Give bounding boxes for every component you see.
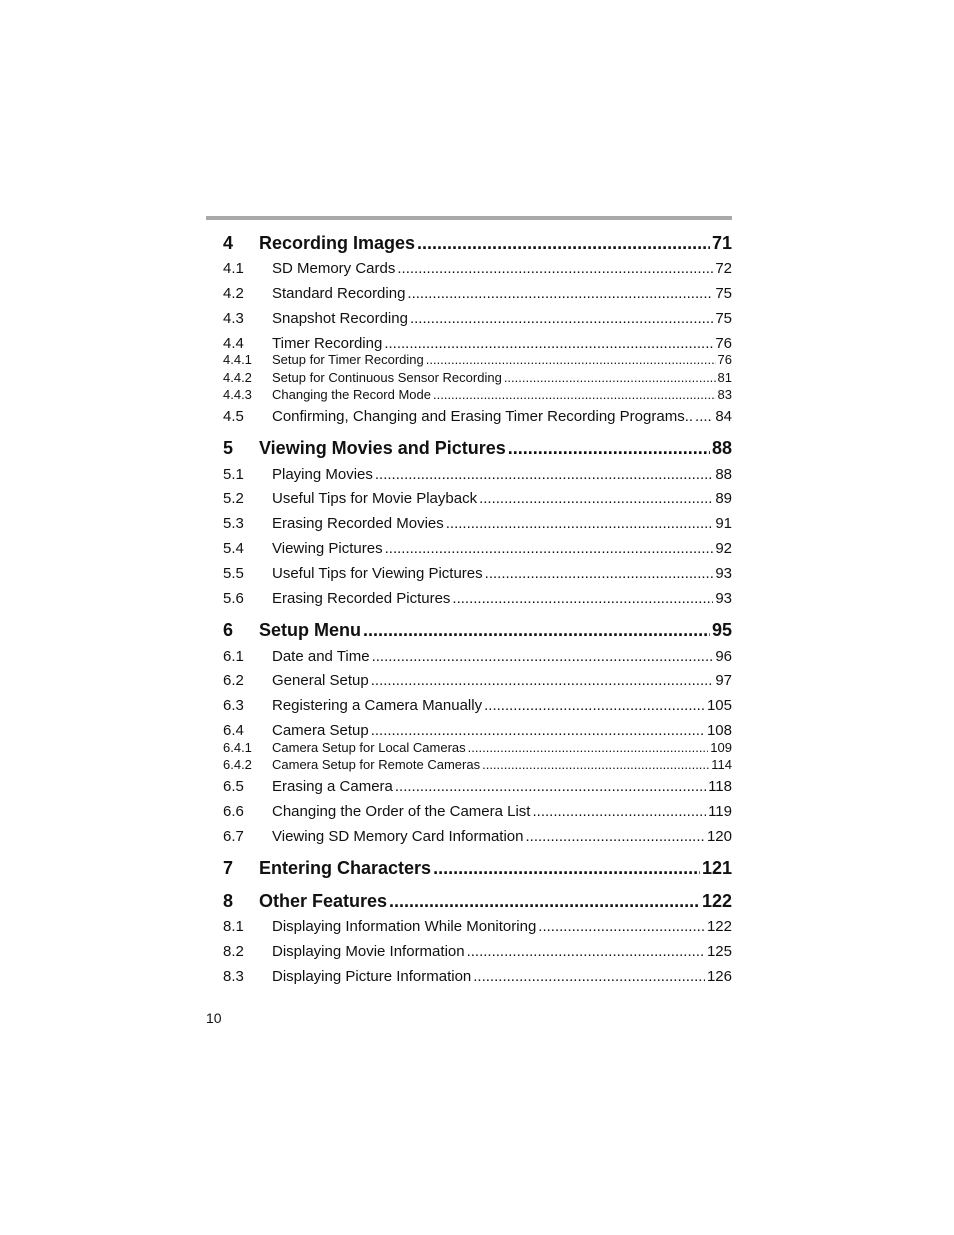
toc-entry-title: Erasing Recorded Movies [272,515,444,532]
toc-entry-section[interactable] [223,307,732,327]
toc-entry-number: 6.2 [223,672,244,689]
toc-entry-leader-dots [452,590,713,607]
toc-entry-page: 121 [701,858,732,878]
toc-entry-leader-dots [525,828,704,845]
toc-entry-section[interactable] [223,694,732,714]
toc-entry-leader-dots [433,858,700,879]
toc-entry-page: 120 [706,828,732,845]
toc-entry-number: 8 [223,891,234,911]
toc-entry-number: 8.2 [223,943,244,960]
toc-entry-page: 81 [717,370,732,385]
toc-entry-title: Setup for Continuous Sensor Recording [272,370,502,385]
toc-entry-title: Viewing Pictures [272,540,383,557]
toc-entry-title: Timer Recording [272,335,383,352]
toc-entry-section[interactable] [223,800,732,820]
toc-entry-page: 118 [708,778,732,795]
toc-entry-title: SD Memory Cards [272,260,396,277]
toc-entry-page: 71 [711,233,732,253]
toc-entry-number: 5 [223,438,234,458]
toc-entry-leader-dots [484,697,705,714]
toc-entry-title: Snapshot Recording [272,310,408,327]
toc-entry-title: Other Features [259,891,388,911]
toc-entry-section[interactable] [223,332,732,352]
toc-entry-leader-dots [389,891,700,912]
toc-entry-page: 75 [715,310,732,327]
toc-entry-number: 5.1 [223,466,244,483]
toc-entry-page: 105 [706,697,732,714]
toc-entry-section[interactable] [223,405,732,425]
toc-entry-section[interactable] [223,257,732,277]
header-rule [206,216,732,220]
toc-entry-title: Camera Setup for Local Cameras [272,740,466,755]
toc-entry-title: Changing the Order of the Camera List [272,803,531,820]
toc-entry-leader-dots [385,540,714,557]
toc-entry-title: Displaying Picture Information [272,968,472,985]
toc-entry-number: 6.1 [223,648,244,665]
toc-entry-number: 6 [223,620,234,640]
toc-entry-chapter[interactable] [223,617,732,641]
toc-entry-section[interactable] [223,719,732,739]
toc-entry-title: Changing the Record Mode [272,387,431,402]
toc-entry-title: Recording Images [259,233,416,253]
toc-entry-page: 97 [715,672,732,689]
toc-entry-page: 75 [715,285,732,302]
toc-entry-number: 7 [223,858,234,878]
toc-entry-leader-dots [395,778,706,795]
toc-entry-number: 6.4 [223,722,244,739]
toc-entry-section[interactable] [223,645,732,665]
toc-entry-title: Viewing Movies and Pictures [259,438,506,458]
toc-entry-page: 93 [715,565,732,582]
toc-entry-page: 96 [715,648,732,665]
toc-entry-sub[interactable] [223,756,732,772]
toc-entry-leader-dots [468,740,709,755]
toc-entry-leader-dots [371,672,714,689]
toc-entry-leader-dots [473,968,705,985]
toc-entry-page: 89 [715,490,732,507]
toc-entry-title: Erasing Recorded Pictures [272,590,451,607]
toc-entry-number: 4.5 [223,408,244,425]
toc-entry-sub[interactable] [223,351,732,367]
toc-entry-number: 6.3 [223,697,244,714]
toc-entry-leader-dots [485,565,714,582]
toc-entry-title: Useful Tips for Movie Playback [272,490,478,507]
toc-entry-leader-dots [371,722,705,739]
toc-entry-number: 8.3 [223,968,244,985]
page-number: 10 [206,1010,222,1026]
toc-entry-page: 125 [706,943,732,960]
toc-entry-page: 88 [715,466,732,483]
toc-entry-page: 95 [711,620,732,640]
toc-entry-page: 109 [710,740,732,755]
toc-entry-page: 76 [717,352,732,367]
toc-entry-page: 114 [711,757,732,772]
toc-entry-leader-dots [695,408,713,425]
toc-entry-number: 4.3 [223,310,244,327]
toc-entry-section[interactable] [223,669,732,689]
toc-entry-leader-dots [532,803,706,820]
toc-entry-chapter[interactable] [223,435,732,459]
toc-entry-section[interactable] [223,537,732,557]
toc-entry-page: 91 [715,515,732,532]
toc-entry-title: Entering Characters [259,858,432,878]
toc-entry-page: 92 [715,540,732,557]
toc-entry-page: 83 [717,387,732,402]
toc-entry-leader-dots [538,918,705,935]
toc-entry-number: 4.4.1 [223,352,252,367]
toc-entry-sub[interactable] [223,739,732,755]
toc-entry-number: 6.4.1 [223,740,252,755]
toc-entry-leader-dots [482,757,709,772]
toc-entry-section[interactable] [223,825,732,845]
toc-entry-page: 72 [715,260,732,277]
toc-entry-leader-dots [479,490,713,507]
toc-entry-section[interactable] [223,487,732,507]
toc-entry-number: 6.4.2 [223,757,252,772]
toc-entry-number: 6.6 [223,803,244,820]
toc-entry-leader-dots [426,352,716,367]
toc-entry-page: 76 [715,335,732,352]
toc-entry-title: Setup Menu [259,620,361,640]
toc-entry-page: 84 [715,408,732,425]
toc-entry-leader-dots [407,285,713,302]
toc-entry-page: 88 [711,438,732,458]
toc-entry-leader-dots [446,515,714,532]
toc-entry-leader-dots [397,260,713,277]
toc-entry-leader-dots [417,233,710,254]
toc-entry-number: 4.1 [223,260,244,277]
toc-entry-title: Standard Recording [272,285,406,302]
toc-entry-leader-dots [410,310,713,327]
toc-entry-section[interactable] [223,587,732,607]
toc-entry-page: 119 [708,803,732,820]
toc-entry-title: Displaying Information While Monitoring [272,918,537,935]
toc-entry-number: 6.7 [223,828,244,845]
toc-entry-leader-dots [467,943,705,960]
toc-entry-leader-dots [363,620,710,641]
toc-entry-number: 5.5 [223,565,244,582]
toc-entry-chapter[interactable] [223,230,732,254]
toc-entry-number: 5.6 [223,590,244,607]
toc-entry-sub[interactable] [223,386,732,402]
toc-entry-leader-dots [433,387,716,402]
toc-entry-number: 4 [223,233,234,253]
toc-entry-sub[interactable] [223,369,732,385]
toc-entry-section[interactable] [223,562,732,582]
toc-entry-title: Camera Setup [272,722,369,739]
toc-entry-section[interactable] [223,965,732,985]
toc-entry-number: 4.4 [223,335,244,352]
toc-entry-section[interactable] [223,940,732,960]
toc-entry-title: Date and Time [272,648,370,665]
toc-entry-title: Displaying Movie Information [272,943,465,960]
toc-entry-number: 5.3 [223,515,244,532]
toc-entry-section[interactable] [223,282,732,302]
toc-entry-number: 8.1 [223,918,244,935]
toc-entry-page: 122 [706,918,732,935]
toc-entry-section[interactable] [223,915,732,935]
toc-entry-number: 4.2 [223,285,244,302]
toc-entry-chapter[interactable] [223,888,732,912]
toc-entry-title: Playing Movies [272,466,373,483]
toc-entry-title: Useful Tips for Viewing Pictures [272,565,483,582]
toc-entry-title: Erasing a Camera [272,778,393,795]
toc-entry-title: Viewing SD Memory Card Information [272,828,524,845]
toc-entry-number: 4.4.2 [223,370,252,385]
toc-entry-title: General Setup [272,672,369,689]
toc-entry-title: Setup for Timer Recording [272,352,424,367]
toc-entry-leader-dots [508,438,710,459]
toc-entry-title: Confirming, Changing and Erasing Timer Recording Programs.. [272,408,694,425]
toc-entry-leader-dots [372,648,714,665]
toc-entry-leader-dots [375,466,713,483]
toc-entry-page: 93 [715,590,732,607]
toc-entry-section[interactable] [223,775,732,795]
toc-entry-number: 5.2 [223,490,244,507]
toc-entry-title: Registering a Camera Manually [272,697,483,714]
toc-entry-leader-dots [384,335,713,352]
toc-entry-section[interactable] [223,512,732,532]
toc-entry-section[interactable] [223,463,732,483]
toc-entry-number: 4.4.3 [223,387,252,402]
toc-entry-page: 122 [701,891,732,911]
toc-entry-title: Camera Setup for Remote Cameras [272,757,481,772]
toc-entry-number: 6.5 [223,778,244,795]
toc-entry-page: 126 [706,968,732,985]
toc-entry-leader-dots [504,370,716,385]
toc-entry-chapter[interactable] [223,855,732,879]
toc-entry-page: 108 [706,722,732,739]
toc-entry-number: 5.4 [223,540,244,557]
